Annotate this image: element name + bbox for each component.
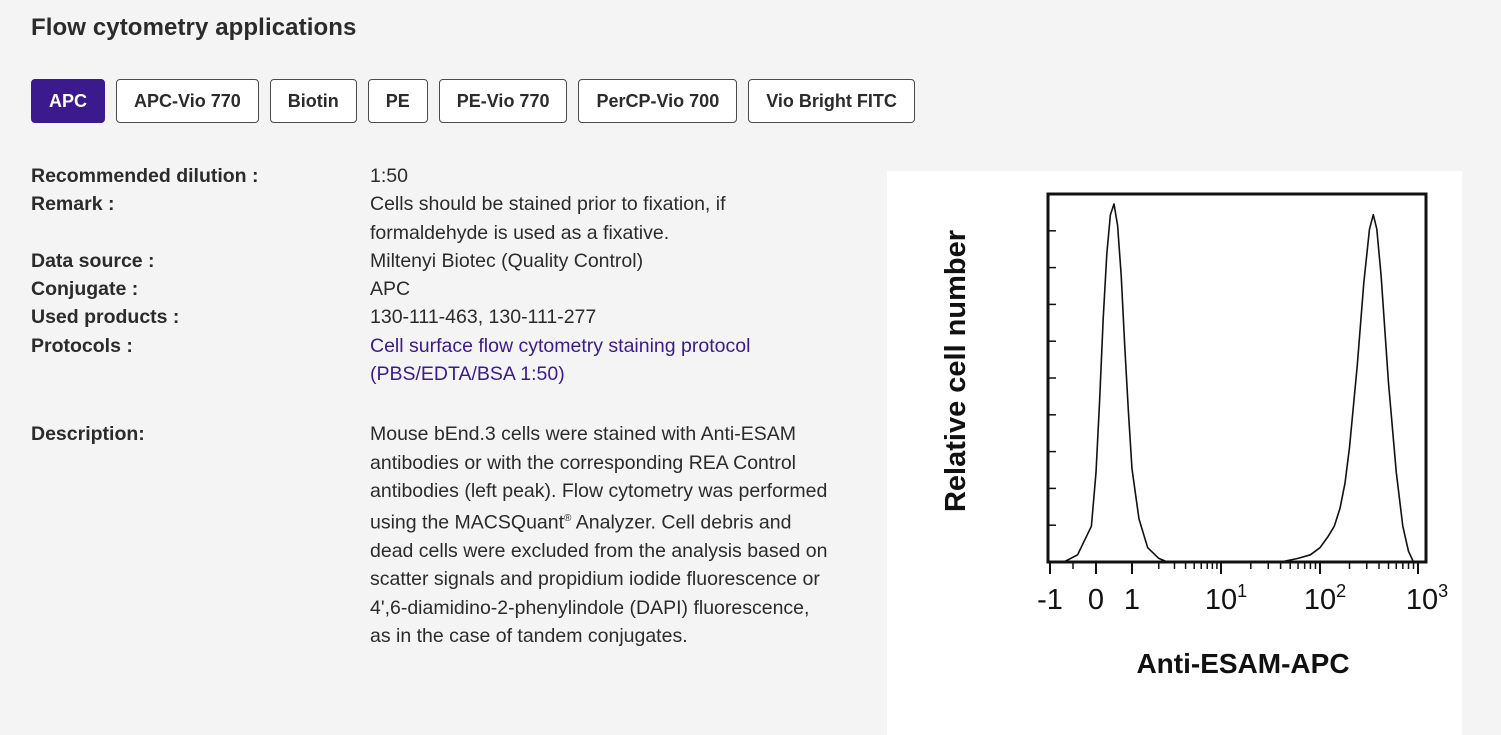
dilution-row <box>31 162 851 190</box>
tab-pe-vio-770[interactable]: PE-Vio 770 <box>439 79 568 123</box>
remark-row <box>31 190 851 247</box>
description-text-end: Analyzer. Cell debris and dead cells were excluded from the analysis based on scatter signals and propidium iodide fluorescence or 4',6-diamidino-2-phenylindole (DAPI) fluorescence, as in the case of tandem conjugates. <box>370 511 828 647</box>
used-products-row <box>31 303 851 331</box>
tab-apc[interactable]: APC <box>31 79 105 123</box>
data-source-label: Data source : <box>31 249 155 272</box>
histogram-figure <box>887 171 1462 735</box>
x-tick-label: $10^3$ <box>1405 581 1449 616</box>
x-tick-label: $10^1$ <box>1204 581 1248 616</box>
x-tick-label: 0 <box>1087 584 1105 616</box>
remark-value: Cells should be stained prior to fixation, if formaldehyde is used as a fixative. <box>370 193 726 244</box>
registered-mark: ® <box>564 513 572 525</box>
dilution-value: 1:50 <box>370 165 408 187</box>
used-products-value: 130-111-463, 130-111-277 <box>370 306 597 329</box>
tab-apc-vio-770[interactable]: APC-Vio 770 <box>116 79 259 123</box>
plot-frame <box>1048 194 1426 562</box>
tab-pe[interactable]: PE <box>368 79 428 123</box>
x-axis-label: Anti-ESAM-APC <box>1136 648 1350 679</box>
description-row <box>31 420 851 650</box>
x-tick-label: -1 <box>1037 584 1063 616</box>
x-tick-label: 1 <box>1123 584 1141 616</box>
details-list <box>31 162 851 650</box>
used-products-label: Used products : <box>31 306 180 329</box>
x-tick-exponent: 3 <box>1438 581 1449 601</box>
control-peak-line <box>1064 204 1175 562</box>
conjugate-tabs <box>31 79 915 123</box>
protocol-link[interactable]: Cell surface flow cytometry staining protocol (PBS/EDTA/BSA 1:50) <box>370 334 751 386</box>
conjugate-label: Conjugate : <box>31 278 139 301</box>
tab-percp-vio-700[interactable]: PerCP-Vio 700 <box>578 79 737 123</box>
description-text-start: Mouse bEnd.3 cells were stained with Anti-ESAM antibodies or with the corresponding REA Control antibodies (left peak). Flow cytometry was performed using the MACSQuant <box>370 423 828 534</box>
x-tick-label: $10^2$ <box>1303 581 1347 616</box>
tab-vio-bright-fitc[interactable]: Vio Bright FITC <box>748 79 915 123</box>
conjugate-row <box>31 275 851 303</box>
x-tick-exponent: 1 <box>1237 581 1248 601</box>
conjugate-value: APC <box>370 278 411 301</box>
dilution-label: Recommended dilution : <box>31 165 259 187</box>
protocols-row <box>31 332 851 389</box>
x-tick-exponent: 2 <box>1336 581 1347 601</box>
tab-biotin[interactable]: Biotin <box>270 79 357 123</box>
y-axis-label: Relative cell number <box>940 229 972 513</box>
section-title: Flow cytometry applications <box>31 14 357 41</box>
remark-label: Remark : <box>31 193 115 216</box>
stained-peak-line <box>1281 215 1414 562</box>
data-source-value: Miltenyi Biotec (Quality Control) <box>370 249 644 272</box>
data-source-row <box>31 247 851 275</box>
histogram-chart <box>887 171 1462 735</box>
description-label: Description: <box>31 423 145 446</box>
protocols-label: Protocols : <box>31 334 133 357</box>
description-value <box>370 420 830 650</box>
